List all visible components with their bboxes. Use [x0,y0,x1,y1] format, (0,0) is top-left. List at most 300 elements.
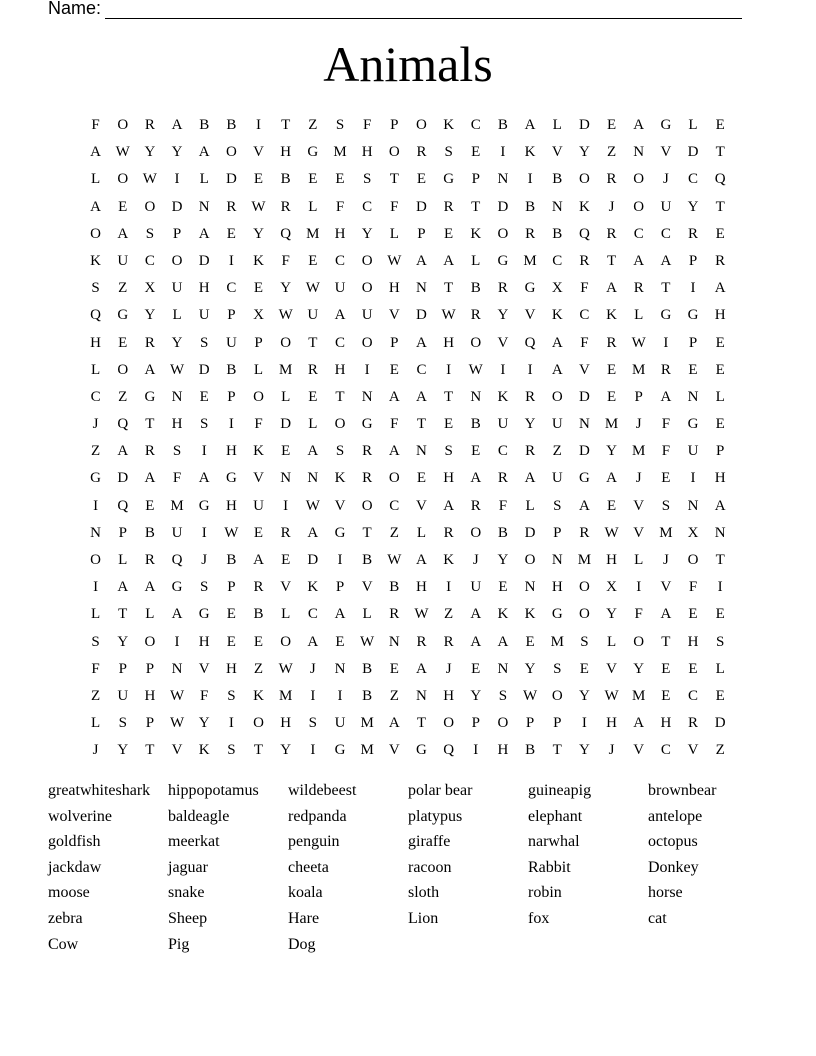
grid-letter: N [470,388,482,405]
grid-letter: E [661,687,671,704]
grid-letter: L [90,606,101,623]
grid-letter: N [497,171,509,188]
grid-letter: S [553,660,562,677]
grid-letter: A [416,334,427,351]
grid-letter: O [416,117,427,133]
grid-letter: F [91,660,100,677]
grid-letter: X [606,579,617,596]
grid-letter: R [443,524,454,541]
grid-letter: F [91,117,100,133]
grid-letter: Q [117,497,129,514]
grid-letter: L [308,198,318,215]
grid-letter: E [335,171,345,188]
grid-letter: E [118,334,128,351]
grid-letter: U [198,307,210,324]
grid-letter: G [497,252,509,269]
grid-letter: E [253,280,264,297]
name-underline[interactable] [105,2,742,19]
grid-row [82,302,734,329]
grid-letter: B [525,198,536,215]
grid-letter: G [117,307,129,324]
grid-row [82,357,734,384]
grid-letter: F [390,198,399,215]
grid-row [82,330,734,357]
grid-letter: E [688,660,698,677]
grid-letter: D [280,416,292,433]
grid-letter: J [608,742,615,759]
grid-letter: O [361,252,373,269]
grid-letter: O [388,470,400,487]
grid-letter: Y [606,443,617,460]
grid-letter: W [631,334,646,351]
word-list-item: redpanda [288,807,347,825]
word-list-item: antelope [648,807,703,825]
grid-letter: E [253,171,264,188]
grid-letter: C [660,742,671,759]
grid-letter: M [577,552,592,568]
grid-letter: B [497,524,508,541]
word-list-item: polar bear [408,782,473,799]
grid-letter: E [715,687,725,704]
grid-letter: T [606,252,617,269]
grid-letter: E [606,361,617,378]
grid-letter: K [253,443,264,460]
grid-letter: I [337,552,343,568]
word-list-item: wolverine [48,807,112,825]
grid-letter: A [416,388,427,405]
grid-letter: R [144,552,155,568]
grid-letter: L [308,416,318,433]
grid-letter: V [253,144,264,161]
grid-letter: O [225,144,237,161]
grid-letter: F [172,470,182,487]
grid-letter: C [497,443,508,460]
grid-letter: M [523,252,537,269]
grid-letter: Z [118,388,128,405]
grid-letter: D [578,388,590,405]
grid-letter: F [580,334,589,351]
grid-letter: E [688,606,698,623]
grid-letter: D [307,552,319,568]
grid-letter: P [471,171,480,188]
grid-letter: N [307,470,319,487]
grid-letter: L [90,361,101,378]
grid-letter: W [278,307,293,324]
grid-letter: Y [578,687,590,704]
grid-letter: P [553,524,562,541]
grid-letter: V [606,660,617,677]
grid-letter: X [551,280,563,297]
grid-letter: V [551,144,563,161]
grid-letter: R [579,252,590,269]
grid-letter: A [388,388,400,405]
grid-letter: W [115,144,130,161]
grid-letter: G [198,606,210,623]
grid-letter: I [446,579,452,596]
grid-letter: E [308,388,318,405]
grid-letter: Q [171,552,183,568]
grid-letter: R [307,361,318,378]
grid-letter: N [551,198,563,215]
grid-letter: R [606,171,617,188]
grid-letter: K [497,388,509,405]
grid-letter: R [525,388,536,405]
grid-letter: Y [117,633,129,650]
grid-letter: R [606,225,617,242]
grid-letter: G [443,171,455,188]
grid-letter: R [389,606,400,623]
grid-letter: O [144,198,156,215]
grid-letter: A [443,497,455,514]
grid-letter: V [253,470,264,487]
grid-letter: B [552,225,563,242]
grid-letter: O [117,117,129,133]
grid-letter: L [172,307,182,324]
grid-letter: Y [144,307,156,324]
grid-letter: M [170,497,184,514]
word-list-item: Lion [408,909,439,927]
grid-letter: Q [90,307,101,324]
grid-letter: C [144,252,155,269]
grid-letter: H [198,280,210,297]
grid-letter: N [687,388,699,405]
grid-letter: I [636,579,642,596]
grid-letter: D [225,171,237,188]
grid-letter: V [388,742,400,759]
name-field[interactable] [48,0,742,19]
grid-letter: Z [444,606,454,623]
grid-letter: E [281,443,291,460]
grid-letter: W [305,280,320,297]
grid-letter: N [524,579,536,596]
grid-letter: Z [389,524,399,541]
grid-letter: R [497,470,508,487]
grid-letter: B [362,687,373,704]
word-list-item: horse [648,884,683,902]
grid-letter: A [253,552,264,568]
grid-letter: O [117,171,129,188]
grid-letter: A [117,579,129,596]
grid-letter: U [551,470,563,487]
grid-letter: N [90,524,101,541]
grid-letter: J [201,552,208,568]
grid-letter: S [444,144,453,161]
grid-letter: Z [308,117,318,133]
grid-letter: K [551,307,563,324]
grid-letter: T [145,742,155,759]
grid-letter: O [361,280,373,297]
word-list-item: Hare [288,909,320,927]
grid-letter: P [688,252,698,269]
grid-letter: N [388,633,400,650]
grid-letter: H [388,280,400,297]
grid-row [82,737,734,764]
grid-letter: I [283,497,289,514]
grid-letter: K [578,198,590,215]
grid-letter: H [660,715,672,732]
grid-letter: E [606,117,617,133]
grid-letter: G [660,117,672,133]
grid-letter: N [334,660,346,677]
grid-letter: O [578,171,590,188]
grid-letter: V [633,742,645,759]
grid-letter: Z [606,144,617,161]
grid-letter: V [361,579,373,596]
grid-letter: K [334,470,346,487]
grid-letter: G [687,416,699,433]
grid-letter: O [280,334,292,351]
grid-letter: H [606,552,617,568]
grid-letter: J [92,742,99,759]
grid-letter: C [334,334,345,351]
grid-letter: H [443,334,455,351]
grid-letter: L [90,171,101,188]
grid-letter: W [224,524,239,541]
grid-letter: W [604,687,619,704]
grid-letter: T [362,524,372,541]
grid-letter: D [687,144,699,161]
grid-row [82,465,734,492]
grid-letter: T [552,742,562,759]
grid-letter: D [171,198,183,215]
grid-letter: E [226,225,236,242]
grid-row [82,166,734,193]
grid-letter: J [635,416,642,433]
grid-letter: I [527,361,533,378]
grid-letter: C [660,225,671,242]
grid-letter: C [362,198,373,215]
grid-letter: U [117,687,129,704]
grid-letter: A [334,307,346,324]
grid-letter: A [606,280,617,297]
grid-letter: I [174,171,180,188]
grid-letter: E [606,388,617,405]
grid-letter: I [93,579,99,596]
grid-letter: R [253,579,264,596]
grid-letter: U [307,307,319,324]
grid-letter: I [690,470,696,487]
grid-letter: G [524,280,536,297]
grid-letter: H [144,687,156,704]
grid-letter: Y [578,742,590,759]
grid-letter: B [199,117,210,133]
grid-letter: N [497,660,509,677]
word-list-item: racoon [408,858,452,876]
grid-letter: V [388,307,400,324]
grid-letter: H [551,579,563,596]
grid-letter: P [254,334,263,351]
grid-letter: R [362,470,373,487]
grid-letter: U [361,307,373,324]
grid-letter: H [361,144,373,161]
grid-letter: M [306,225,320,242]
grid-letter: E [118,198,128,215]
grid-letter: V [660,579,672,596]
grid-letter: K [253,687,264,704]
grid-letter: A [660,606,672,623]
grid-letter: R [579,524,590,541]
grid-letter: E [715,225,725,242]
grid-letter: P [227,579,236,596]
grid-letter: I [581,715,587,732]
grid-letter: T [471,198,481,215]
grid-letter: I [174,633,180,650]
grid-letter: I [201,443,207,460]
word-list-item: moose [48,884,90,902]
grid-letter: A [606,470,617,487]
grid-letter: O [633,171,645,188]
grid-letter: L [634,307,644,324]
word-list-item: robin [528,884,562,902]
grid-letter: H [90,334,101,351]
grid-letter: O [334,416,346,433]
word-list-item: Donkey [648,858,699,876]
grid-letter: E [498,579,508,596]
grid-letter: A [144,579,156,596]
grid-letter: T [389,171,399,188]
grid-letter: O [90,225,101,242]
grid-letter: G [660,307,672,324]
grid-letter: Q [280,225,292,242]
grid-letter: Y [117,742,129,759]
grid-letter: L [552,117,562,133]
grid-letter: N [280,470,292,487]
grid-letter: H [225,660,237,677]
grid-letter: U [225,334,237,351]
word-list-item: baldeagle [168,807,230,825]
grid-letter: W [169,361,185,378]
grid-letter: I [446,361,452,378]
grid-letter: I [201,524,207,541]
grid-letter: G [144,388,156,405]
grid-letter: F [498,497,508,514]
grid-letter: V [171,742,183,759]
grid-letter: G [687,307,699,324]
grid-letter: P [390,334,399,351]
grid-letter: S [362,171,372,188]
grid-letter: O [253,388,264,405]
grid-letter: V [633,524,645,541]
grid-letter: G [361,416,373,433]
grid-letter: A [144,470,156,487]
grid-letter: K [198,742,210,759]
grid-letter: E [226,633,236,650]
word-list-item: narwhal [528,833,580,851]
grid-letter: L [145,606,155,623]
grid-row [82,493,734,520]
grid-letter: F [661,416,671,433]
grid-letter: F [688,579,698,596]
grid-letter: A [633,252,645,269]
grid-letter: H [687,633,699,650]
word-list-item: goldfish [48,833,101,851]
grid-letter: R [144,117,155,133]
grid-letter: H [280,715,292,732]
grid-letter: M [632,687,646,704]
grid-letter: H [714,307,726,324]
grid-letter: B [525,742,536,759]
grid-letter: R [144,334,155,351]
grid-row [82,710,734,737]
grid-letter: C [552,252,563,269]
grid-letter: E [715,117,725,133]
grid-letter: N [714,524,726,541]
grid-letter: E [715,334,725,351]
grid-letter: A [551,361,563,378]
grid-letter: N [171,388,183,405]
grid-letter: Z [715,742,725,759]
grid-letter: H [198,633,210,650]
grid-letter: S [498,687,508,704]
word-list-item: fox [528,909,550,927]
grid-letter: G [307,144,319,161]
grid-letter: E [389,660,399,677]
grid-letter: X [687,524,699,541]
grid-letter: J [92,416,99,433]
grid-letter: C [334,252,345,269]
grid-letter: C [688,171,699,188]
grid-letter: E [661,470,671,487]
grid-letter: I [228,416,234,433]
grid-letter: Y [687,198,699,215]
grid-letter: Y [198,715,210,732]
grid-letter: Y [497,552,509,568]
word-list-item: hippopotamus [168,782,259,799]
grid-letter: U [253,497,264,514]
grid-letter: W [414,606,429,623]
grid-letter: Q [578,225,590,242]
grid-letter: O [633,198,645,215]
grid-letter: J [472,552,479,568]
grid-letter: L [90,715,101,732]
grid-row [82,275,734,302]
grid-letter: A [660,252,672,269]
grid-letter: I [93,497,99,514]
grid-letter: K [443,552,455,568]
grid-letter: F [335,198,345,215]
grid-letter: U [334,280,346,297]
grid-letter: R [606,334,617,351]
grid-letter: D [578,117,590,133]
grid-letter: Y [171,334,183,351]
grid-letter: E [416,171,427,188]
grid-letter: P [716,443,725,460]
grid-letter: O [443,715,455,732]
grid-letter: A [198,144,210,161]
grid-letter: A [171,606,183,623]
grid-letter: O [361,497,373,514]
grid-letter: W [142,171,157,188]
grid-letter: L [634,552,644,568]
grid-letter: T [444,280,454,297]
grid-letter: E [281,552,291,568]
word-list-item: wildebeest [288,782,357,799]
grid-letter: L [199,171,209,188]
grid-letter: W [522,687,538,704]
grid-letter: P [688,334,698,351]
grid-letter: K [524,144,536,161]
grid-letter: D [117,470,129,487]
word-list-item: brownbear [648,782,717,799]
grid-letter: G [551,606,563,623]
grid-letter: R [416,144,427,161]
grid-letter: Z [90,687,101,704]
grid-letter: H [334,225,346,242]
grid-letter: E [444,225,454,242]
grid-letter: V [660,144,672,161]
grid-letter: Y [497,307,509,324]
grid-letter: S [200,416,209,433]
